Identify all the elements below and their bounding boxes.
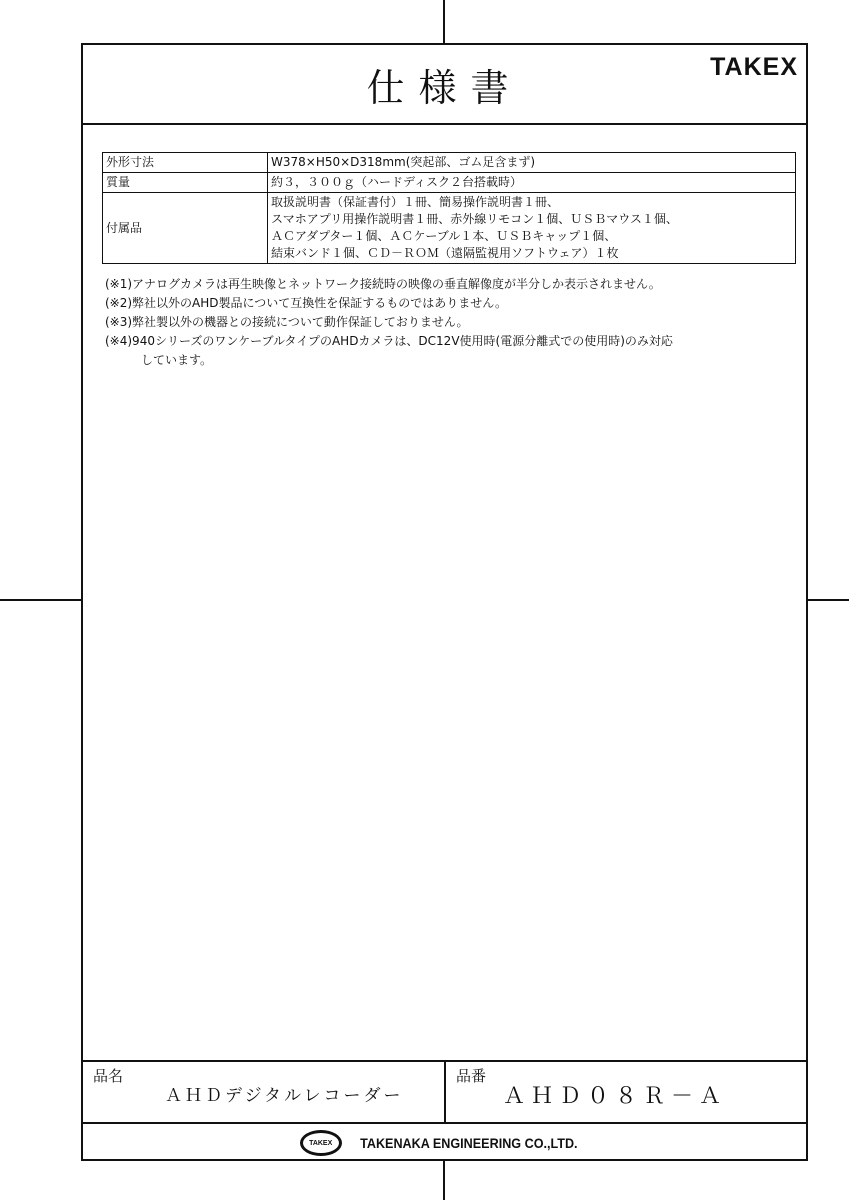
spec-line: ＡＣアダプター１個、ＡＣケーブル１本、ＵＳＢキャップ１個、: [271, 229, 617, 243]
product-name: ＡＨＤデジタルレコーダー: [165, 1086, 404, 1106]
spec-label: 外形寸法: [103, 153, 268, 173]
product-number-label: 品番: [456, 1067, 487, 1085]
notes: [105, 275, 673, 370]
spec-line: 結束バンド１個、ＣＤ－ＲＯＭ（遠隔監視用ソフトウェア）１枚: [271, 246, 619, 260]
divider: [444, 1060, 446, 1123]
company-logo: TAKEX: [300, 1130, 342, 1156]
spec-label: 質量: [103, 173, 268, 193]
note: (※4)940シリーズのワンケーブルタイプのAHDカメラは、DC12V使用時(電源分離式での使用時)のみ対応: [105, 334, 673, 348]
crop-mark-right: [808, 599, 849, 601]
note: (※3)弊社製以外の機器との接続について動作保証しておりません。: [105, 315, 469, 329]
crop-mark-top: [443, 0, 445, 43]
table-row: [103, 153, 796, 173]
spec-value: W378×H50×D318mm(突起部、ゴム足含まず): [268, 153, 796, 173]
product-number: ＡＨＤ０８Ｒ－Ａ: [503, 1084, 728, 1109]
divider: [83, 1122, 806, 1124]
note: しています。: [141, 353, 213, 367]
spec-line: 取扱説明書（保証書付）１冊、簡易操作説明書１冊、: [271, 195, 560, 209]
footer: [83, 1125, 806, 1161]
page-title: 仕様書: [366, 66, 523, 110]
divider: [83, 123, 806, 125]
note: (※2)弊社以外のAHD製品について互換性を保証するものではありません。: [105, 296, 508, 310]
spec-label: 付属品: [103, 193, 268, 264]
table-row: [103, 193, 796, 264]
note: (※1)アナログカメラは再生映像とネットワーク接続時の映像の垂直解像度が半分しか表示されません。: [105, 277, 661, 291]
spec-line: スマホアプリ用操作説明書１冊、赤外線リモコン１個、ＵＳＢマウス１個、: [271, 212, 678, 226]
table-row: [103, 173, 796, 193]
product-name-label: 品名: [93, 1067, 124, 1085]
brand-logo: TAKEX: [710, 53, 798, 81]
spec-value: [268, 193, 796, 264]
document-frame: [81, 43, 808, 1161]
company-name: TAKENAKA ENGINEERING CO.,LTD.: [359, 1135, 578, 1151]
spec-value: 約３，３００ｇ（ハードディスク２台搭載時）: [268, 173, 796, 193]
spec-table: [102, 152, 796, 264]
crop-mark-left: [0, 599, 81, 601]
crop-mark-bottom: [443, 1161, 445, 1200]
